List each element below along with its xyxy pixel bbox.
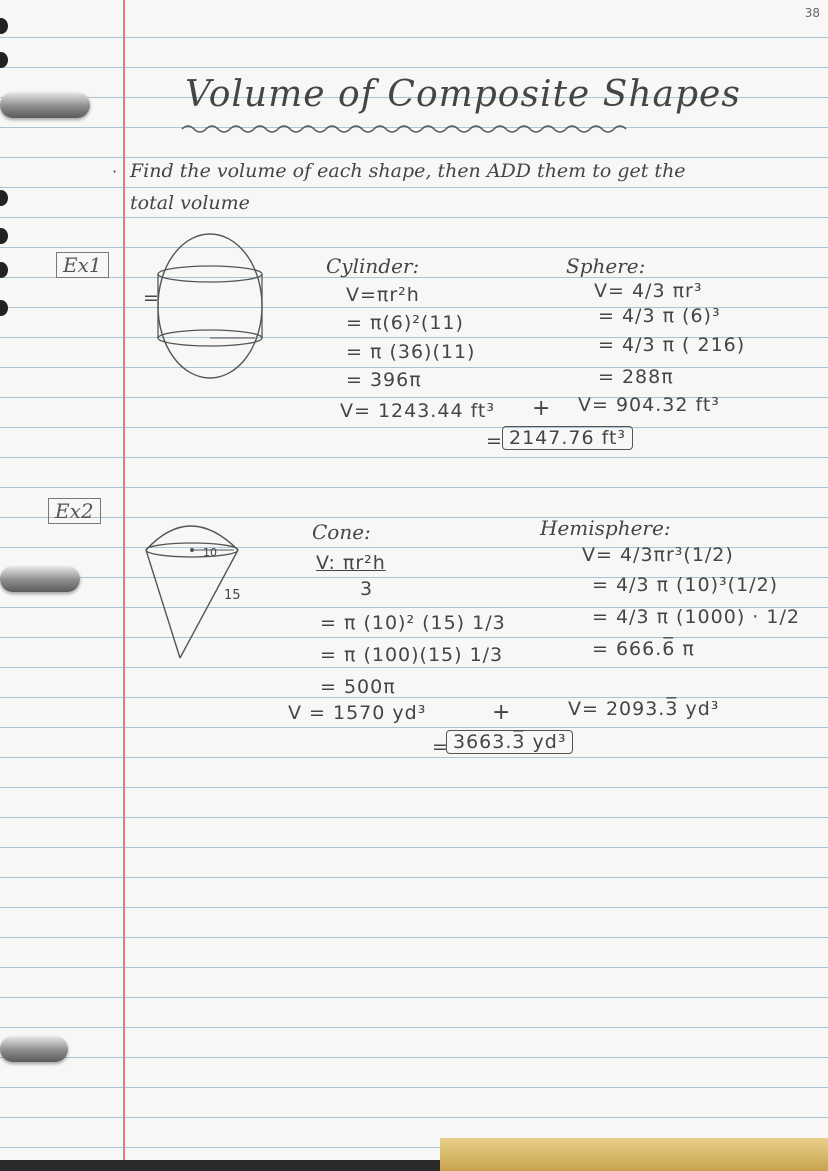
cone-formula-numerator: V: πr²h bbox=[316, 552, 386, 574]
cylinder-line: = 396π bbox=[346, 369, 422, 391]
cone-line: = π (10)² (15) 1/3 bbox=[320, 612, 506, 634]
total-equals: = bbox=[486, 430, 503, 452]
binder-hole bbox=[0, 52, 8, 68]
cone-line: = 500π bbox=[320, 676, 396, 698]
binder-ring bbox=[0, 566, 80, 592]
cylinder-sphere-diagram bbox=[150, 232, 270, 387]
page-title: Volume of Composite Shapes bbox=[185, 74, 741, 115]
red-margin-line bbox=[123, 0, 125, 1160]
cone-hemisphere-diagram bbox=[140, 510, 250, 660]
hemisphere-line: V= 4/3πr³(1/2) bbox=[582, 544, 734, 566]
sphere-line: = 4/3 π ( 216) bbox=[598, 334, 746, 356]
cone-volume: V = 1570 yd³ bbox=[288, 702, 427, 724]
cylinder-line: = π(6)²(11) bbox=[346, 312, 464, 334]
sphere-volume: V= 904.32 ft³ bbox=[578, 394, 720, 416]
bullet: · bbox=[112, 162, 118, 181]
instruction-line-1: Find the volume of each shape, then ADD them to get the bbox=[130, 160, 686, 182]
binder-hole bbox=[0, 18, 8, 34]
sphere-line: = 4/3 π (6)³ bbox=[598, 305, 721, 327]
example-2-total: 3663.3̅ yd³ bbox=[446, 730, 573, 754]
cylinder-line: = π (36)(11) bbox=[346, 341, 476, 363]
hemisphere-line: = 4/3 π (10)³(1/2) bbox=[592, 574, 779, 596]
binder-hole bbox=[0, 228, 8, 244]
next-page-edge bbox=[440, 1138, 828, 1171]
binder-hole bbox=[0, 300, 8, 316]
hemisphere-line: = 4/3 π (1000) · 1/2 bbox=[592, 606, 800, 628]
example-1-total: 2147.76 ft³ bbox=[502, 426, 633, 450]
sphere-line: V= 4/3 πr³ bbox=[594, 280, 703, 302]
instruction-line-2: total volume bbox=[130, 192, 250, 214]
cone-line: = π (100)(15) 1/3 bbox=[320, 644, 504, 666]
binder-hole bbox=[0, 262, 8, 278]
cone-heading: Cone: bbox=[312, 520, 371, 544]
binder-ring bbox=[0, 92, 90, 118]
example-2-label: Ex2 bbox=[48, 498, 101, 524]
equals-sign: = bbox=[143, 287, 160, 309]
hemisphere-volume: V= 2093.3̅ yd³ bbox=[568, 698, 720, 720]
height-label: 15 bbox=[224, 588, 241, 603]
cylinder-volume: V= 1243.44 ft³ bbox=[340, 400, 495, 422]
radius-label: 10 bbox=[203, 546, 217, 559]
page-number: 38 bbox=[804, 6, 820, 20]
plus-sign: + bbox=[492, 700, 512, 725]
sphere-line: = 288π bbox=[598, 366, 674, 388]
binder-ring bbox=[0, 1036, 68, 1062]
sphere-heading: Sphere: bbox=[566, 254, 646, 278]
cylinder-heading: Cylinder: bbox=[326, 254, 420, 278]
example-1-label: Ex1 bbox=[56, 252, 109, 278]
hemisphere-line: = 666.6̅ π bbox=[592, 638, 695, 660]
cylinder-line: V=πr²h bbox=[346, 284, 420, 306]
total-equals: = bbox=[432, 736, 449, 758]
binder-hole bbox=[0, 190, 8, 206]
hemisphere-heading: Hemisphere: bbox=[540, 516, 671, 540]
title-underline bbox=[180, 122, 630, 136]
plus-sign: + bbox=[532, 396, 552, 421]
cone-formula-denominator: 3 bbox=[360, 578, 374, 600]
